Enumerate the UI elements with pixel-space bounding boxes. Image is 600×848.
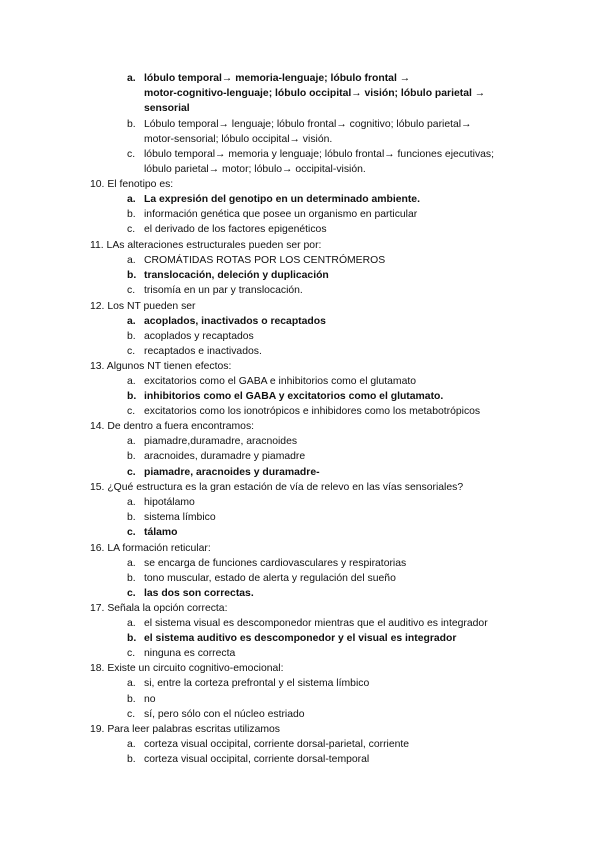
question-heading: 12. Los NT pueden ser: [90, 301, 196, 312]
option-letter: c.: [127, 648, 136, 659]
option-letter: c.: [127, 467, 136, 478]
option-text: no: [144, 694, 156, 705]
option-text: el sistema visual es descomponedor mientras que el auditivo es integrador: [144, 618, 488, 629]
question-heading: 14. De dentro a fuera encontramos:: [90, 421, 255, 432]
option-text: piamadre,duramadre, aracnoides: [144, 436, 298, 447]
question-heading: 18. Existe un circuito cognitivo-emocional:: [90, 663, 284, 674]
option-letter: c.: [127, 285, 136, 296]
option-text: corteza visual occipital, corriente dorsal-parietal, corriente: [144, 739, 410, 750]
option-text: translocación, deleción y duplicación: [144, 270, 329, 281]
option-letter: c.: [127, 149, 136, 160]
option-text: información genética que posee un organismo en particular: [144, 209, 418, 220]
option-letter: a.: [127, 618, 136, 629]
option-text: ninguna es correcta: [144, 648, 236, 659]
option-letter: a.: [127, 558, 136, 569]
option-text: sensorial: [144, 103, 190, 114]
option-text: motor-sensorial; lóbulo occipital→ visión.: [144, 134, 333, 145]
option-text: se encarga de funciones cardiovasculares y respiratorias: [144, 558, 407, 569]
option-letter: b.: [127, 119, 136, 130]
option-text: sistema límbico: [144, 512, 216, 523]
option-text: La expresión del genotipo en un determinado ambiente.: [144, 194, 420, 205]
option-text: Lóbulo temporal→ lenguaje; lóbulo frontal→ cognitivo; lóbulo parietal→: [144, 119, 472, 130]
option-text: las dos son correctas.: [144, 588, 254, 599]
question-heading: 11. LAs alteraciones estructurales pueden ser por:: [90, 240, 322, 251]
option-text: acoplados y recaptados: [144, 331, 254, 342]
option-letter: b.: [127, 633, 137, 644]
option-text: CROMÁTIDAS ROTAS POR LOS CENTRÓMEROS: [144, 255, 386, 266]
option-text: recaptados e inactivados.: [144, 346, 262, 357]
option-text: inhibitorios como el GABA y excitatorios como el glutamato.: [144, 391, 444, 402]
option-text: excitatorios como el GABA e inhibitorios como el glutamato: [144, 376, 417, 387]
option-letter: b.: [127, 694, 136, 705]
option-text: tono muscular, estado de alerta y regulación del sueño: [144, 573, 396, 584]
option-letter: b.: [127, 331, 136, 342]
question-heading: 19. Para leer palabras escritas utilizamos: [90, 724, 281, 735]
option-text: aracnoides, duramadre y piamadre: [144, 451, 306, 462]
question-heading: 10. El fenotipo es:: [90, 179, 174, 190]
option-letter: b.: [127, 512, 136, 523]
question-heading: 15. ¿Qué estructura es la gran estación de vía de relevo en las vías sensoriales?: [90, 482, 464, 493]
option-text: el derivado de los factores epigenéticos: [144, 224, 327, 235]
option-text: piamadre, aracnoides y duramadre-: [144, 467, 320, 478]
option-letter: a.: [127, 678, 136, 689]
option-letter: a.: [127, 436, 136, 447]
option-text: sí, pero sólo con el núcleo estriado: [144, 709, 305, 720]
question-heading: 17. Señala la opción correcta:: [90, 603, 228, 614]
option-letter: a.: [127, 497, 136, 508]
option-text: hipotálamo: [144, 497, 195, 508]
option-letter: c.: [127, 224, 136, 235]
option-letter: b.: [127, 270, 137, 281]
option-letter: a.: [127, 739, 136, 750]
option-text: el sistema auditivo es descomponedor y el visual es integrador: [144, 633, 457, 644]
question-heading: 16. LA formación reticular:: [90, 543, 211, 554]
option-text: lóbulo parietal→ motor; lóbulo→ occipital-visión.: [144, 164, 366, 175]
option-letter: b.: [127, 209, 136, 220]
option-letter: c.: [127, 527, 136, 538]
option-letter: b.: [127, 573, 136, 584]
option-letter: a.: [127, 73, 136, 84]
option-text: lóbulo temporal→ memoria y lenguaje; lóbulo frontal→ funciones ejecutivas;: [144, 149, 495, 160]
option-letter: c.: [127, 709, 136, 720]
option-text: si, entre la corteza prefrontal y el sistema límbico: [144, 678, 370, 689]
option-text: corteza visual occipital, corriente dorsal-temporal: [144, 754, 370, 765]
option-letter: b.: [127, 451, 136, 462]
option-text: acoplados, inactivados o recaptados: [144, 316, 326, 327]
option-text: trisomía en un par y translocación.: [144, 285, 303, 296]
option-text: motor-cognitivo-lenguaje; lóbulo occipital→ visión; lóbulo parietal →: [144, 88, 486, 99]
option-letter: c.: [127, 588, 136, 599]
option-letter: b.: [127, 391, 137, 402]
option-letter: a.: [127, 255, 136, 266]
option-letter: a.: [127, 194, 136, 205]
question-heading: 13. Algunos NT tienen efectos:: [90, 361, 232, 372]
option-letter: c.: [127, 406, 136, 417]
option-letter: c.: [127, 346, 136, 357]
option-letter: b.: [127, 754, 136, 765]
option-text: excitatorios como los ionotrópicos e inhibidores como los metabotrópicos: [144, 406, 481, 417]
option-text: tálamo: [144, 527, 178, 538]
option-letter: a.: [127, 316, 136, 327]
option-text: lóbulo temporal→ memoria-lenguaje; lóbulo frontal →: [144, 73, 411, 84]
option-letter: a.: [127, 376, 136, 387]
